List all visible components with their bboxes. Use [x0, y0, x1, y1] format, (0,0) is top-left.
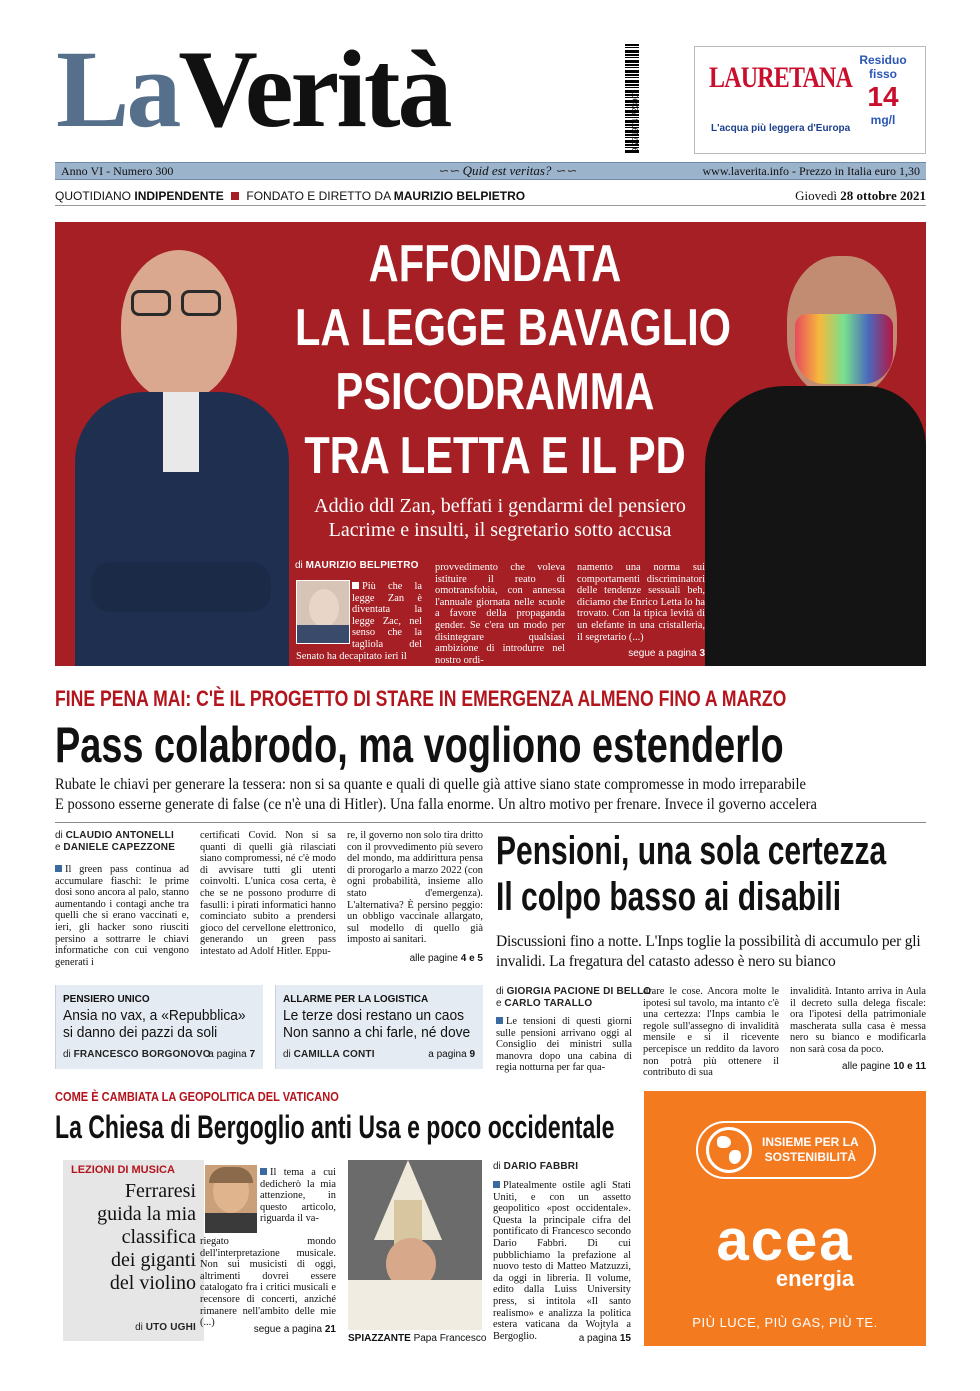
tagline: QUOTIDIANO INDIPENDENTE FONDATO E DIRETTO DA MAURIZIO BELPIETRO: [55, 189, 526, 203]
pass-headline: Pass colabrodo, ma vogliono estenderlo: [55, 717, 784, 773]
logo-verita: Verità: [178, 28, 450, 150]
vatican-body: Platealmente ostile agli Stati Uniti, e con un assetto geopolitico «post occidentale». Questa la principale cifra del pontificato di Francesco secondo Dario Fabbri. Di cui pubblichiamo la prefazione al nuovo testo di Matteo Matzuzzi, da oggi in libreria. Il volume, edito dalla Luiss University press, si intitola «Il santo realismo» e analizza la politica estera vaticana da Wojtyla a Bergoglio.: [493, 1180, 631, 1342]
lead-headline-line: LA LEGGE BAVAGLIO: [295, 299, 732, 357]
director-name: MAURIZIO BELPIETRO: [393, 189, 526, 203]
pass-col3: re, il governo non solo tira dritto con il provvedimento più severo del mondo, ma addirittura pensa di prorogarlo a marzo 2022 (con ogni probabilità, insieme allo stato d'emergenza). L'alternativa? È persino peggio: un obbligo vaccinale allargato, sul modello di quello già imposto ai sanitari.: [347, 830, 483, 946]
music-continue[interactable]: segue a pagina 21: [253, 1324, 336, 1335]
vatican-headline: La Chiesa di Bergoglio anti Usa e poco occidentale: [55, 1109, 615, 1145]
box2-kicker: ALLARME PER LA LOGISTICA: [283, 994, 429, 1005]
pass-col1: Il green pass continua ad accumulare fiaschi: le prime dosi sono ancora al palo, stanno aumentando i contagi anche tra quelli che si erano vaccinati e, ieri, gli hacker sono riusciti persino a sottrarre le chiavi informatiche con cui vengono generati i: [55, 864, 189, 968]
logo-la: La: [56, 28, 179, 150]
acea-slogan: PIÙ LUCE, PIÙ GAS, PIÙ TE.: [692, 1315, 878, 1330]
lauretana-brand: LAURETANA: [709, 61, 853, 94]
lauretana-residuo-panel: [845, 53, 921, 127]
box2-page: a pagina 9: [428, 1049, 475, 1060]
music-headline: Ferraresi guida la mia classifica dei giganti del violino: [97, 1180, 196, 1294]
pensioni-deck: Discussioni fino a notte. L'Inps toglie la possibilità di accumulo per gli invalidi. La fregatura del catasto adesso è nero su bianco: [496, 933, 921, 970]
acea-brand: acea: [716, 1208, 854, 1273]
issue-number: Anno VI - Numero 300: [61, 164, 174, 178]
logo: [56, 28, 526, 154]
box2-title: Le terze dosi restano un caos Non sanno a chi farle, né dove: [283, 1007, 471, 1041]
pensioni-continue[interactable]: alle pagine 10 e 11: [842, 1061, 926, 1072]
pensioni-col2: drare le cose. Ancora molte le ipotesi sul tavolo, ma intanto c'è una certezza: l'Inps cambia le regole sull'assegno di invalidità mensile e si il ricevente percepisce un reddito da lavoro non potrà più ottenere il contributo di sua: [643, 986, 779, 1079]
barcode: [625, 44, 647, 154]
box-logistica[interactable]: [275, 985, 483, 1069]
masthead: [0, 0, 980, 210]
ughi-photo: [205, 1165, 257, 1233]
globe-icon: [706, 1127, 752, 1173]
residuo-label: Residuo: [859, 53, 907, 67]
lead-story: [55, 222, 926, 666]
box2-byline: di CAMILLA CONTI: [283, 1049, 375, 1060]
acea-badge-text: INSIEME PER LA SOSTENIBILITÀ: [762, 1135, 859, 1164]
box-pensiero-unico[interactable]: [55, 985, 263, 1069]
music-box: [63, 1160, 204, 1341]
rainbow-mask: [795, 314, 893, 384]
box1-byline: di FRANCESCO BORGONOVO: [63, 1049, 211, 1060]
music-byline: di UTO UGHI: [135, 1322, 196, 1333]
lead-col2: provvedimento che voleva istituire il reato di omotransfobia, con annessa l'annuale giornata nelle scuole a favore della propaganda gender. Se c'era un modo per disintegrare qualsiasi ambizione di introdurre nel nostro ordi-: [435, 562, 565, 666]
box1-title: Ansia no vax, a «Repubblica» si danno dei pazzi da soli: [63, 1007, 246, 1041]
vatican-continue[interactable]: a pagina 15: [578, 1333, 631, 1344]
pass-deck: Rubate le chiavi per generare la tessera: non si sa quante e quali di quelle già attive siano state compromesse in modo irreparabile E possono esserne generate di false (ce n'è una di Hitler). Una falla enorme. Un altro motivo per frenare. Invece il governo accelera: [55, 776, 817, 813]
vatican-byline: di DARIO FABBRI: [493, 1161, 579, 1172]
fisso-label: fisso: [868, 67, 897, 81]
lauretana-ad[interactable]: [694, 46, 926, 154]
date: Giovedì 28 ottobre 2021: [795, 188, 926, 203]
pass-kicker: FINE PENA MAI: C'È IL PROGETTO DI STARE IN EMERGENZA ALMENO FINO A MARZO: [55, 686, 787, 711]
residuo-value: 14: [867, 81, 899, 112]
lead-headline-line: AFFONDATA: [368, 235, 622, 293]
music-body-wrap: Il tema a cui dedicherò la mia attenzione, in questo articolo, riguarda il va-: [260, 1167, 336, 1225]
pope-caption: SPIAZZANTE Papa Francesco: [348, 1333, 487, 1344]
site-and-price: www.laverita.info - Prezzo in Italia euro 1,30: [702, 164, 920, 178]
residuo-unit: mg/l: [870, 113, 896, 127]
info-bar: [55, 162, 926, 180]
pass-continue[interactable]: alle pagine 4 e 5: [409, 953, 483, 964]
lead-headline-line: TRA LETTA E IL PD: [304, 427, 686, 485]
acea-ad[interactable]: [644, 1091, 926, 1346]
lead-continue[interactable]: segue a pagina 3: [628, 648, 705, 659]
lead-byline: di MAURIZIO BELPIETRO: [295, 560, 419, 571]
music-kicker: LEZIONI DI MUSICA: [71, 1164, 175, 1176]
lead-headline: [245, 232, 745, 488]
box1-page: a pagina 7: [208, 1049, 255, 1060]
lead-headline-line: PSICODRAMMA: [335, 363, 655, 421]
barcode-number: 9 771974 723007: [631, 89, 640, 152]
pass-col2: certificati Covid. Non si sa quanti di quelli già rilasciati siano compromessi, né c'è modo di avvisare tutti gli utenti coinvolti. L'unica cosa certa, è che se ne possono produrre di fasulli: i pirati informatici hanno cominciato subito a prendersi gioco del cervellone elettronico, generando un green pass intestato ad Adolf Hitler. Eppu-: [200, 830, 336, 957]
music-body: riegato mondo dell'interpretazione musicale. Non sui musicisti di oggi, altrimenti dovrei essere catalogato fra i critici musicali e recensore di concerti, anziché rimanere nell'ambito delle mie (...): [200, 1236, 336, 1329]
pass-byline: di CLAUDIO ANTONELLI e DANIELE CAPEZZONE: [55, 830, 176, 853]
pensioni-headline: Pensioni, una sola certezza Il colpo basso ai disabili: [496, 829, 887, 919]
tagline-square: [231, 192, 239, 200]
lead-author: MAURIZIO BELPIETRO: [305, 560, 419, 571]
lead-col1: Più che la legge Zan è diventata la legge Zac, nel senso che la tagliola del Senato ha decapitato ieri il: [296, 581, 422, 662]
motto-text: Quid est veritas?: [462, 163, 552, 178]
lauretana-slogan: L'acqua più leggera d'Europa: [711, 123, 851, 134]
vatican-kicker: COME È CAMBIATA LA GEOPOLITICA DEL VATICANO: [55, 1089, 339, 1104]
lead-col3: namento una norma sui comportamenti discriminatori delle tendenze sessuali beh, diciamo che Enrico Letta lo ha trovato. Con la tipica levità di un elefante in una cristalleria, il segretario (...): [577, 562, 705, 643]
pensioni-col1: Le tensioni di questi giorni sulle pensioni arrivano oggi al Consiglio dei ministri sulla manovra dopo una cabina di regia notturna per far qua-: [496, 1016, 632, 1074]
pensioni-byline: di GIORGIA PACIONE DI BELLO e CARLO TARALLO: [496, 986, 652, 1009]
pope-photo: [348, 1160, 482, 1330]
box1-kicker: PENSIERO UNICO: [63, 994, 150, 1005]
pensioni-col3: invalidità. Intanto arriva in Aula il decreto sulla delega fiscale: ora l'ipotesi della patrimoniale mascherata sulla casa è messa nero su bianco e modificarla non sarà cosa da poco.: [790, 986, 926, 1055]
acea-sub: energia: [775, 1266, 855, 1291]
motto: ∽∽ Quid est veritas? ∽∽: [437, 163, 577, 178]
lead-subhead: Addio ddl Zan, beffati i gendarmi del pensiero Lacrime e insulti, il segretario sotto accusa: [314, 495, 686, 541]
